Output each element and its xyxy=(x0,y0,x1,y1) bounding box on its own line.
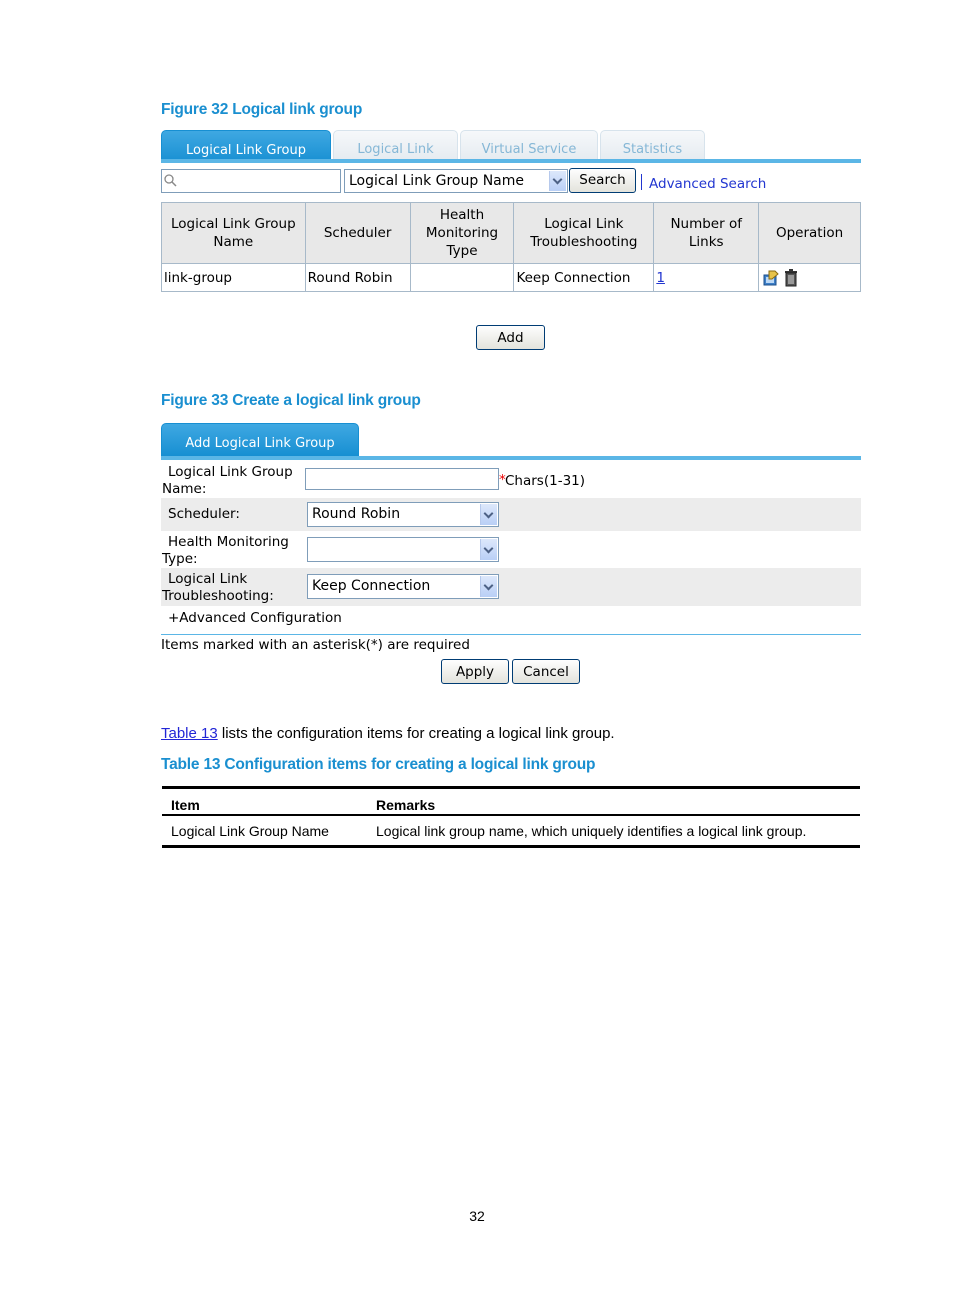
health-label-line2: Type: xyxy=(162,551,198,567)
search-field-select[interactable] xyxy=(344,169,568,193)
table-13 xyxy=(162,786,860,848)
table-13-caption: Table 13 Configuration items for creating a logical link group xyxy=(161,756,596,773)
tab-bar xyxy=(161,130,861,163)
troubleshooting-label-line2: Troubleshooting: xyxy=(162,588,274,604)
advanced-search-link[interactable]: Advanced Search xyxy=(649,176,767,192)
cell-scheduler: Round Robin xyxy=(305,264,410,292)
health-label xyxy=(162,534,302,568)
table-13-cell-item: Logical Link Group Name xyxy=(171,823,329,839)
troubleshooting-value: Keep Connection xyxy=(312,578,431,594)
table-header-row xyxy=(162,203,861,264)
body-paragraph xyxy=(161,725,615,742)
cell-troubleshooting: Keep Connection xyxy=(514,264,654,292)
col-header-scheduler[interactable]: Scheduler xyxy=(305,203,410,264)
add-button[interactable]: Add xyxy=(476,325,545,350)
health-select[interactable] xyxy=(307,537,499,562)
scheduler-value: Round Robin xyxy=(312,506,401,522)
form-row-scheduler xyxy=(161,498,861,531)
required-asterisk: * xyxy=(499,472,506,488)
name-input[interactable] xyxy=(305,468,499,490)
figure-33-caption: Figure 33 Create a logical link group xyxy=(161,392,421,409)
logical-link-group-table xyxy=(161,202,861,292)
trash-icon[interactable] xyxy=(784,269,798,287)
search-icon xyxy=(164,174,178,188)
scheduler-select[interactable] xyxy=(307,502,499,527)
name-hint: Chars(1-31) xyxy=(505,473,586,489)
chevron-down-icon[interactable] xyxy=(549,171,566,191)
tab-bar-underline xyxy=(161,159,861,163)
col-header-operation: Operation xyxy=(759,203,861,264)
form-row-name xyxy=(161,460,861,498)
links-count-link[interactable]: 1 xyxy=(656,269,665,286)
troubleshooting-select[interactable] xyxy=(307,574,499,599)
table-13-header xyxy=(162,788,860,816)
name-label xyxy=(162,464,302,498)
table-13-col-remarks: Remarks xyxy=(376,797,436,813)
col-header-links[interactable]: Number of Links xyxy=(654,203,759,264)
chevron-down-icon[interactable] xyxy=(480,539,497,560)
search-input[interactable] xyxy=(161,169,341,193)
tab-add-logical-link-group[interactable]: Add Logical Link Group xyxy=(161,423,359,456)
required-note: Items marked with an asterisk(*) are required xyxy=(161,637,470,653)
search-button[interactable]: Search xyxy=(569,168,636,193)
health-label-line1: Health Monitoring xyxy=(168,534,289,550)
table-row xyxy=(162,264,861,292)
chevron-down-icon[interactable] xyxy=(480,504,497,525)
form-row-health xyxy=(161,531,861,568)
advanced-configuration-toggle[interactable]: +Advanced Configuration xyxy=(168,610,342,626)
form-row-advanced xyxy=(161,606,861,635)
col-header-troubleshooting[interactable]: Logical Link Troubleshooting xyxy=(514,203,654,264)
page-number: 32 xyxy=(469,1208,485,1224)
cell-links xyxy=(654,264,759,292)
table-13-col-item: Item xyxy=(171,797,200,813)
tab-virtual-service[interactable]: Virtual Service xyxy=(460,130,598,159)
scheduler-label: Scheduler: xyxy=(168,506,240,522)
search-field-value: Logical Link Group Name xyxy=(349,173,525,189)
cell-name: link-group xyxy=(162,264,306,292)
tab-logical-link[interactable]: Logical Link xyxy=(333,130,458,159)
troubleshooting-label xyxy=(162,571,302,605)
table-row xyxy=(162,815,860,847)
table-13-link[interactable]: Table 13 xyxy=(161,725,218,742)
add-tab-bar xyxy=(161,423,861,460)
cancel-button[interactable]: Cancel xyxy=(512,659,580,684)
name-label-line1: Logical Link Group xyxy=(168,464,293,480)
edit-icon[interactable] xyxy=(762,269,780,287)
troubleshooting-label-line1: Logical Link xyxy=(168,571,248,587)
figure-32-caption: Figure 32 Logical link group xyxy=(161,101,363,118)
form-row-troubleshooting xyxy=(161,568,861,606)
col-header-health[interactable]: Health Monitoring Type xyxy=(410,203,514,264)
table-13-cell-remarks: Logical link group name, which uniquely identifies a logical link group. xyxy=(376,823,807,839)
tab-statistics[interactable]: Statistics xyxy=(600,130,705,159)
body-text: lists the configuration items for creating a logical link group. xyxy=(217,725,615,742)
tab-logical-link-group[interactable]: Logical Link Group xyxy=(161,130,331,163)
add-form xyxy=(161,460,861,635)
col-header-name[interactable]: Logical Link Group Name xyxy=(162,203,306,264)
name-label-line2: Name: xyxy=(162,481,207,497)
apply-button[interactable]: Apply xyxy=(441,659,509,684)
cell-health xyxy=(410,264,514,292)
chevron-down-icon[interactable] xyxy=(480,576,497,597)
divider xyxy=(641,174,642,190)
cell-operation xyxy=(759,264,861,292)
search-row xyxy=(161,169,861,195)
